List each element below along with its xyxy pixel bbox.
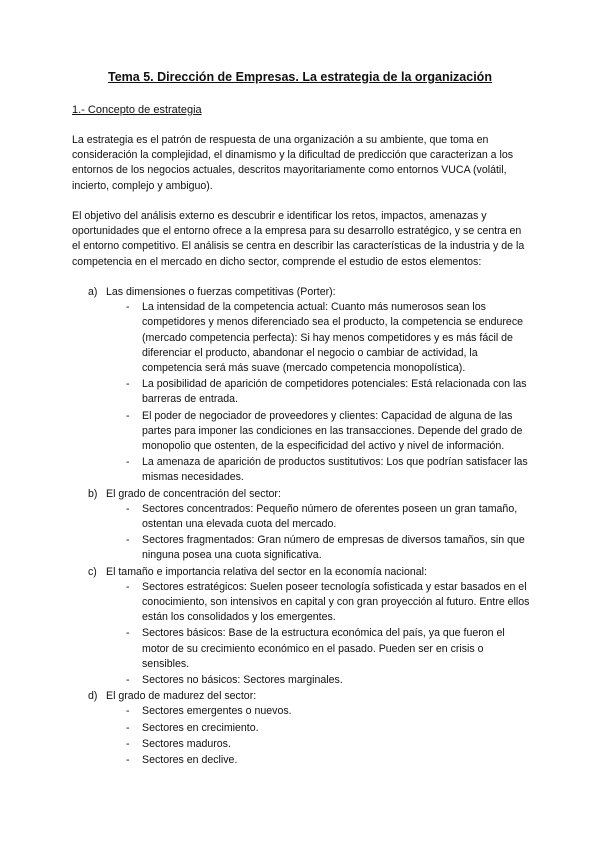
list-item-competitive-forces [72,285,532,487]
sublist-item-text: Sectores fragmentados: Gran número de empresas de diversos tamaños, sin que ninguna posea una cuota significativa. [142,534,525,562]
list-marker: a) [88,286,98,298]
sublist-item-text: Sectores emergentes o nuevos. [142,705,292,718]
list-item-concentration [72,487,532,565]
sublist-item-text: Sectores básicos: Base de la estructura económica del país, ya que fueron el motor de su crecimiento económico en el pasado. Pueden ser en crisis o sensibles. [142,627,505,670]
sublist-item-text: La amenaza de aparición de productos sustitutivos: Los que podrían satisfacer las mismas necesidades. [142,456,528,484]
sublist-item [106,737,532,753]
dash-bullet: - [126,705,130,718]
dash-bullet: - [126,721,130,734]
list-item-text: El grado de madurez del sector: [106,690,257,703]
list-item-text: El tamaño e importancia relativa del sector en la economía nacional: [106,565,427,578]
sublist-item [106,673,532,689]
sublist [106,580,532,689]
dash-bullet: - [126,737,130,750]
sublist-item-text: Sectores en crecimiento. [142,721,259,734]
sublist [106,704,532,769]
dash-bullet: - [126,674,130,687]
dash-bullet: - [126,378,130,391]
list-marker: c) [88,565,97,578]
sublist-item [106,409,532,456]
dash-bullet: - [126,534,130,547]
sublist-item-text: La intensidad de la competencia actual: Cuanto más numerosos sean los competidores y menos diferenciado sea el producto, la competencia se endurece (mercado competencia perfecta): Si hay menos competidores y es más fácil de diferenciar el producto, abandonar el negocio o cambiar de actividad, la competencia será más suave (mercado competencia monopolística). [142,301,524,375]
sublist-item [106,377,532,408]
sublist-item [106,580,532,627]
sublist-item-text: El poder de negociador de proveedores y clientes: Capacidad de alguna de las partes para imponer las condiciones en las transacciones. Depende del grado de monopolio que ostenten, de la especificidad del activo y nivel de información. [142,409,523,453]
sublist-item-text: Sectores no básicos: Sectores marginales. [142,674,343,687]
dash-bullet: - [126,580,130,593]
document-title: Tema 5. Dirección de Empresas. La estrategia de la organización [108,70,492,84]
sublist [106,300,532,486]
sublist [106,502,532,565]
dash-bullet: - [126,409,130,422]
sublist-item [106,455,532,486]
sublist-item [106,753,532,769]
sublist-item [106,502,532,533]
sublist-item-text: Sectores concentrados: Pequeño número de oferentes poseen un gran tamaño, ostentan una elevada cuota del mercado. [142,502,518,531]
sublist-item [106,300,532,377]
section-heading: 1.- Concepto de estrategia [72,104,202,116]
sublist-item [106,533,532,564]
sublist-item-text: Sectores en declive. [142,754,238,767]
dash-bullet: - [126,502,130,515]
sublist-item-text: Sectores maduros. [142,737,231,750]
dash-bullet: - [126,301,130,314]
list-item-text: Las dimensiones o fuerzas competitivas (Porter): [106,286,336,298]
list-marker: b) [88,487,98,500]
dash-bullet: - [126,456,130,469]
elements-list [72,285,532,769]
list-item-text: El grado de concentración del sector: [106,487,281,500]
list-item-sector-size [72,565,532,690]
sublist-item-text: La posibilidad de aparición de competidores potenciales: Está relacionada con las barreras de entrada. [142,378,527,406]
dash-bullet: - [126,627,130,640]
sublist-item [106,626,532,673]
list-marker: d) [88,690,98,703]
list-item-maturity [72,689,532,769]
paragraph-external-analysis: El objetivo del análisis externo es descubrir e identificar los retos, impactos, amenazas y oportunidades que el entorno ofrece a la empresa para su desarrollo estratégico, y se centra en el entorno competitivo. El análisis se centra en describir las características de la industria y de la competencia en el mercado en dicho sector, comprende el estudio de estos elementos: [72,210,525,268]
paragraph-strategy-definition: La estrategia es el patrón de respuesta de una organización a su ambiente, que toma en consideración la complejidad, el dinamismo y la dificultad de predicción que caracterizan a los entornos de los negocios actuales, descritos mayoritariamente como entornos VUCA (volátil, incierto, complejo y ambiguo). [72,134,514,192]
dash-bullet: - [126,754,130,767]
sublist-item [106,721,532,737]
sublist-item-text: Sectores estratégicos: Suelen poseer tecnología sofisticada y estar basados en el conocimiento, son intensivos en capital y con gran proyección al futuro. Entre ellos están los consolidados y los emergentes. [142,580,530,624]
sublist-item [106,704,532,720]
